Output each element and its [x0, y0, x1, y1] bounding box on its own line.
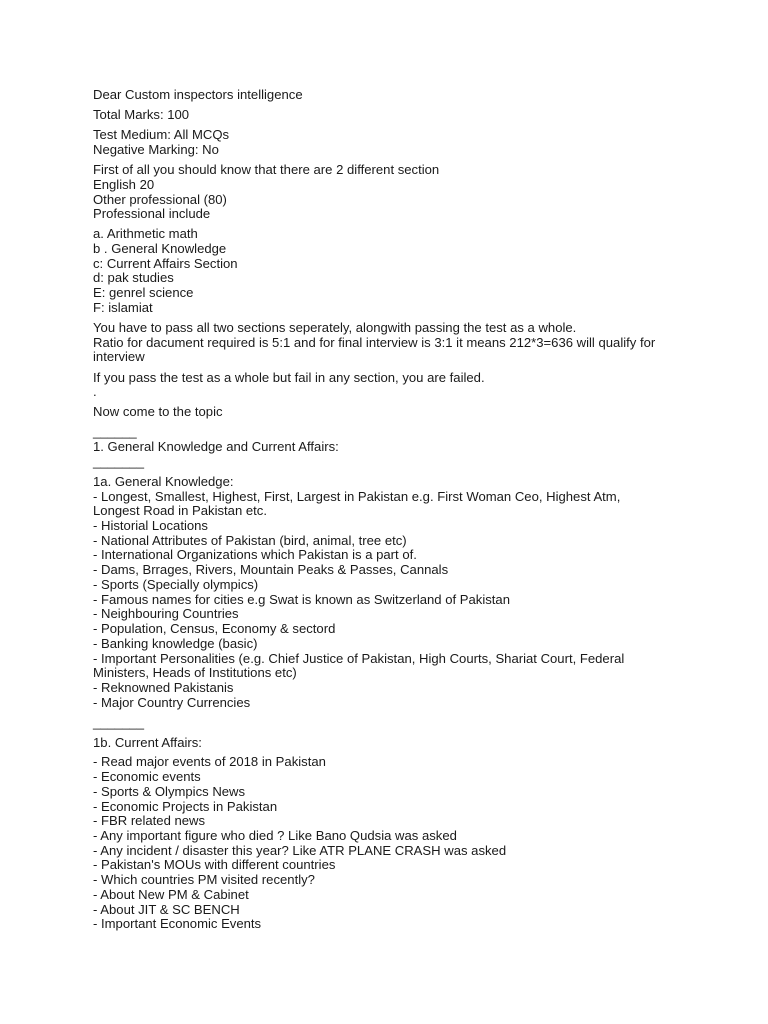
- topic-intro-line: Now come to the topic: [93, 404, 223, 419]
- dot-line: .: [93, 384, 97, 399]
- list-item: - Dams, Brrages, Rivers, Mountain Peaks & Passes, Cannals: [93, 562, 449, 577]
- list-item: - Sports & Olympics News: [93, 784, 246, 799]
- list-item: - FBR related news: [93, 813, 206, 828]
- total-marks-line: Total Marks: 100: [93, 107, 190, 122]
- subject-item: a. Arithmetic math: [93, 226, 198, 241]
- list-item: - Read major events of 2018 in Pakistan: [93, 754, 326, 769]
- list-item: - Famous names for cities e.g Swat is known as Switzerland of Pakistan: [93, 592, 510, 607]
- separator-line: _______: [93, 454, 144, 469]
- separator-line: _______: [93, 715, 144, 730]
- list-item: - Neighbouring Countries: [93, 606, 239, 621]
- list-item: - Any incident / disaster this year? Like ATR PLANE CRASH was asked: [93, 843, 507, 858]
- list-item: - Longest, Smallest, Highest, First, Largest in Pakistan e.g. First Woman Ceo, Highest Atm,: [93, 489, 621, 504]
- list-item: - National Attributes of Pakistan (bird, animal, tree etc): [93, 533, 407, 548]
- list-item: - Sports (Specially olympics): [93, 577, 259, 592]
- list-item: - Important Economic Events: [93, 916, 262, 931]
- list-item: - International Organizations which Pakistan is a part of.: [93, 547, 417, 562]
- english-line: English 20: [93, 177, 155, 192]
- list-item-cont: Longest Road in Pakistan etc.: [93, 503, 267, 518]
- ratio-line-cont: interview: [93, 349, 145, 364]
- list-item: - About JIT & SC BENCH: [93, 902, 240, 917]
- list-item: - Pakistan's MOUs with different countries: [93, 857, 336, 872]
- list-item: - Any important figure who died ? Like Bano Qudsia was asked: [93, 828, 457, 843]
- list-item: - Historial Locations: [93, 518, 208, 533]
- subject-item: E: genrel science: [93, 285, 194, 300]
- subject-item: b . General Knowledge: [93, 241, 227, 256]
- sections-intro-line: First of all you should know that there are 2 different section: [93, 162, 440, 177]
- list-item: - Banking knowledge (basic): [93, 636, 258, 651]
- greeting-line: Dear Custom inspectors intelligence: [93, 87, 303, 102]
- subsection-heading: 1a. General Knowledge:: [93, 474, 234, 489]
- test-medium-line: Test Medium: All MCQs: [93, 127, 230, 142]
- subject-item: c: Current Affairs Section: [93, 256, 238, 271]
- ratio-line: Ratio for dacument required is 5:1 and for final interview is 3:1 it means 212*3=636 will qualify for: [93, 335, 656, 350]
- list-item: - Economic events: [93, 769, 201, 784]
- list-item: - Economic Projects in Pakistan: [93, 799, 278, 814]
- list-item: - Which countries PM visited recently?: [93, 872, 315, 887]
- pass-rule-line: You have to pass all two sections seperately, alongwith passing the test as a whole.: [93, 320, 577, 335]
- list-item: - Population, Census, Economy & sectord: [93, 621, 336, 636]
- list-item-cont: Ministers, Heads of Institutions etc): [93, 665, 297, 680]
- professional-line: Other professional (80): [93, 192, 227, 207]
- negative-marking-line: Negative Marking: No: [93, 142, 219, 157]
- list-item: - About New PM & Cabinet: [93, 887, 249, 902]
- section-heading: 1. General Knowledge and Current Affairs:: [93, 439, 339, 454]
- professional-include-line: Professional include: [93, 206, 211, 221]
- list-item: - Major Country Currencies: [93, 695, 251, 710]
- list-item: - Reknowned Pakistanis: [93, 680, 234, 695]
- list-item: - Important Personalities (e.g. Chief Justice of Pakistan, High Courts, Shariat Court, Federal: [93, 651, 625, 666]
- subject-item: F: islamiat: [93, 300, 153, 315]
- separator-line: ______: [93, 424, 137, 439]
- subject-item: d: pak studies: [93, 270, 174, 285]
- subsection-heading: 1b. Current Affairs:: [93, 735, 202, 750]
- fail-rule-line: If you pass the test as a whole but fail in any section, you are failed.: [93, 370, 485, 385]
